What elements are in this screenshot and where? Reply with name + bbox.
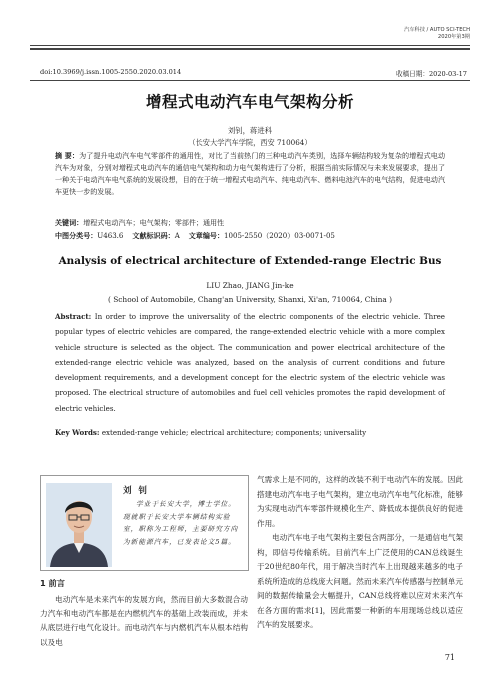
keywords-label-en: Key Words: (55, 428, 100, 437)
received-date: 收稿日期：2020-03-17 (396, 70, 467, 78)
doccode-value: A (174, 231, 180, 240)
journal-issue: 2020年第3期 (437, 34, 470, 40)
body-right-column (257, 473, 463, 633)
doi-rule (30, 80, 470, 81)
abstract-en (55, 309, 445, 416)
body-left-column: 电动汽车是未来汽车的发展方向，然而目前大多数混合动力汽车和电动汽车都是在内燃机汽车的基础上改装而成，并未从底层进行电气化设计。而电动汽车与内燃机汽车从根本结构以及电 (40, 595, 248, 647)
clc-value: U463.6 (97, 231, 124, 240)
keywords-text-en: extended-range vehicle; electrical architecture; components; universality (101, 428, 367, 437)
keywords-text-cn: 增程式电动汽车；电气架构；零部件；通用性 (83, 218, 225, 227)
bio-description: 学业于长安大学，博士学位。现就职于长安大学车辆结构实验室，职称为工程师，主要研究方向为新能源汽车，已发表论文5篇。 (123, 500, 239, 546)
article-title-en: Analysis of electrical architecture of Extended-range Electric Bus (58, 255, 442, 267)
section-heading-intro: 1 前言 (40, 578, 65, 588)
header-rule-thick (30, 48, 470, 50)
author-photo (46, 483, 112, 567)
article-title-cn: 增程式电动汽车电气架构分析 (145, 93, 354, 111)
abstract-text-en: In order to improve the universality of the electric components of the electric vehicle. Three popular types of electric vehicles are compared, the range-extended electric vehicle with a more complex vehicle structure is selected as the object. The communication and power electrical architecture of the extended-range electric vehicle was analyzed, based on the analysis of current conditions and future development requirements, and a development concept for the electric system of the electric vehicle was proposed. The electrical structure of automobiles and fuel cell vehicles promotes the rapid development of electric vehicles. (55, 312, 445, 413)
doccode-label: 文献标识码： (132, 231, 175, 240)
authors-cn: 刘钊，蒋进科 (227, 126, 273, 135)
affiliation-cn: （长安大学汽车学院，西安 710064） (188, 138, 312, 147)
articleno-label: 文章编号： (188, 231, 224, 240)
bio-author-name: 刘 钊 (123, 486, 149, 496)
abstract-label-en: Abstract: (55, 312, 92, 321)
abstract-label-cn: 摘 要： (55, 151, 80, 160)
abstract-cn (55, 150, 445, 198)
journal-header (404, 27, 470, 41)
authors-en: LIU Zhao, JIANG Jin-ke (206, 281, 294, 290)
affiliation-en: ( School of Automobile, Chang'an University, Shanxi, Xi'an, 710064, China ) (108, 295, 392, 304)
keywords-cn (55, 218, 445, 228)
abstract-text-cn: 为了提升电动汽车电气零部件的通用性，对比了当前热门的三种电动汽车类别，选择车辆结构较为复杂的增程式电动汽车为对象，分别对增程式电动汽车的通信电气架构和动力电气架构进行了分析，根据当前实际情况与未来发展要求，提出了一种关于电动汽车电气系统的发展设想，目的在于统一增程式电动汽车、纯电动汽车、燃料电池汽车的电气结构，促进电动汽车更快一步的发展。 (55, 151, 445, 196)
keywords-en (55, 428, 445, 437)
articleno-value: 1005-2550（2020）03-0071-05 (224, 231, 335, 240)
body-right-paragraph-2: 电动汽车电子电气架构主要包含两部分，一是通信电气架构，即信号传输系统。目前汽车上广泛使用的CAN总线诞生于20世纪80年代，用于解决当时汽车上出现越来越多的电子系统所造成的总线庞大问题。然而未来汽车传感器与控制单元间的数据传输量会大幅提升，CAN总线将难以应对未来汽车在各方面的需求[1]，因此需要一种新的车用现场总线以适应汽车的发展要求。 (257, 533, 463, 629)
keywords-label-cn: 关键词： (55, 218, 84, 227)
classification-line (55, 231, 455, 241)
header-rule (30, 45, 470, 46)
journal-name: 汽车科技 / AUTO SCI-TECH (404, 27, 470, 33)
page-number: 71 (444, 653, 455, 662)
clc-label: 中图分类号： (55, 231, 98, 240)
doi-line: doi:10.3969/j.issn.1005-2550.2020.03.014 (40, 68, 182, 76)
body-right-paragraph-1: 气需求上是不同的，这样的改装不利于电动汽车的发展。因此搭建电动汽车电子电气架构，建立电动汽车电气化标准，能够为实现电动汽车零部件规模化生产、降低成本提供良好的促进作用。 (257, 475, 463, 528)
